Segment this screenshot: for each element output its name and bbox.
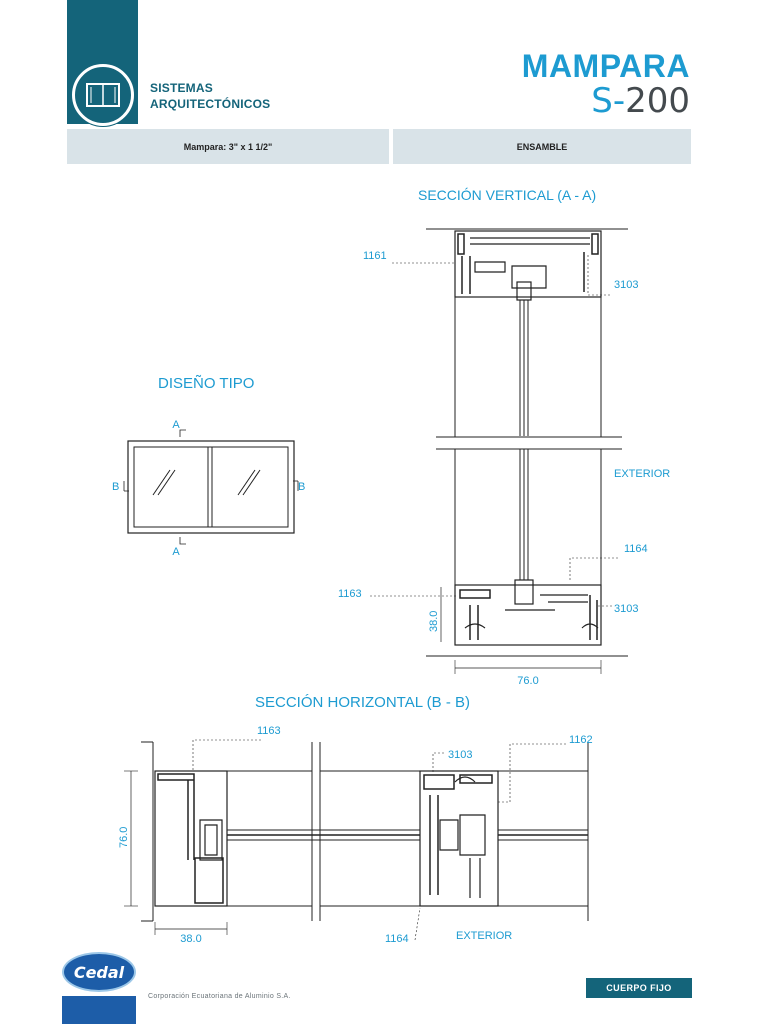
cuerpo-fijo-tag: CUERPO FIJO (586, 978, 692, 998)
design-window-diagram (124, 430, 298, 544)
subtitle-line-1: SISTEMAS (150, 81, 213, 95)
hs-code-right: 1162 (569, 734, 593, 746)
vs-exterior-label: EXTERIOR (614, 468, 671, 480)
company-name: Corporación Ecuatoriana de Aluminio S.A. (148, 993, 291, 1000)
horizontal-section-title: SECCIÓN HORIZONTAL (B - B) (255, 694, 471, 711)
vs-code-bottom-upper: 1164 (624, 543, 648, 555)
info-ensamble: ENSAMBLE (393, 129, 691, 164)
vertical-section-title: SECCIÓN VERTICAL (A - A) (418, 187, 597, 203)
vs-dim-height: 38.0 (428, 610, 440, 632)
cedal-logo (62, 952, 136, 992)
footer-blue-block (62, 996, 136, 1024)
hs-code-bottom: 1164 (385, 933, 409, 945)
info-profile-size: Mampara: 3" x 1 1/2" (67, 129, 389, 164)
hs-code-left: 1163 (257, 725, 281, 737)
vs-code-top-left: 1161 (363, 250, 387, 262)
vs-code-bottom-left: 1163 (338, 588, 362, 600)
diseno-marker-a-top: A (172, 419, 180, 431)
drawing-labels (112, 250, 670, 945)
cedal-logo-text: Cedal (73, 962, 125, 982)
vs-code-bottom-right: 3103 (614, 603, 639, 615)
hs-exterior-label: EXTERIOR (456, 930, 513, 942)
diseno-marker-b-right: B (298, 481, 306, 493)
hs-code-mid: 3103 (448, 749, 473, 761)
hs-dim-height: 76.0 (118, 826, 130, 848)
diseno-marker-b-left: B (112, 481, 120, 493)
vs-code-top-right: 3103 (614, 279, 639, 291)
vertical-section-drawing (370, 229, 628, 674)
horizontal-section-drawing (124, 740, 588, 940)
hs-dim-width: 38.0 (180, 933, 202, 945)
product-name: MAMPARA (521, 48, 690, 84)
diseno-tipo-title: DISEÑO TIPO (158, 375, 255, 392)
vs-dim-width: 76.0 (517, 675, 539, 687)
subtitle-line-2: ARQUITECTÓNICOS (150, 97, 271, 111)
series-prefix: S- (591, 81, 626, 121)
diseno-marker-a-bottom: A (172, 546, 180, 558)
series-number: 200 (625, 81, 690, 121)
